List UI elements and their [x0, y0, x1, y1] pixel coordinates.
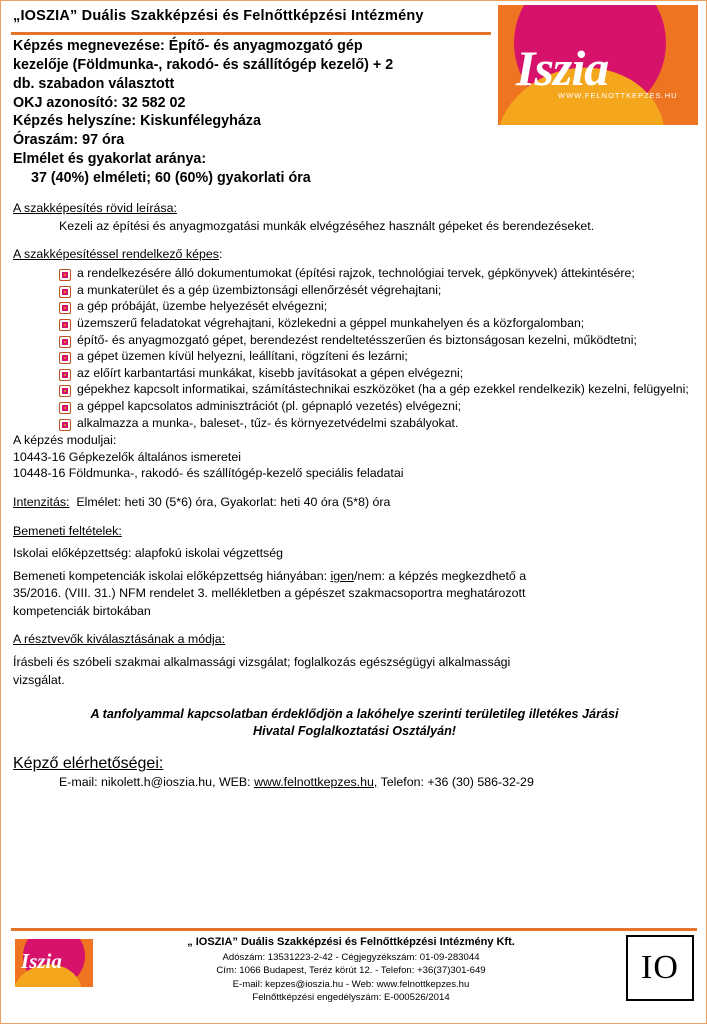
modules-section [13, 432, 696, 482]
entry-competences-line [13, 568, 696, 585]
competences-heading-text: A szakképesítéssel rendelkező képes [13, 247, 219, 262]
entry-competences-yes: igen [330, 568, 354, 583]
competences-heading-suffix: : [218, 247, 223, 262]
list-item: építő- és anyagmozgató gépet, berendezést rendeltetésszerűen és biztonságosan kezelni, működtetni; [59, 333, 692, 349]
course-name-line-1: Képzés megnevezése: Építő- és anyagmozgató gép [13, 38, 363, 54]
header-divider [11, 32, 491, 35]
contact-heading: Képző elérhetőségei: [13, 755, 164, 773]
intensity-section [13, 495, 696, 511]
list-item: alkalmazza a munka-, baleset-, tűz- és környezetvédelmi szabályokat. [59, 416, 692, 432]
entry-requirements-section [13, 524, 696, 620]
list-item: a gépet üzemen kívül helyezni, leállítani, rögzíteni és lezárni; [59, 349, 692, 365]
short-description-text: Kezeli az építési és anyagmozgatási munkák elvégzéséhez használt gépeket és berendezéseket. [59, 218, 595, 233]
list-item: az előírt karbantartási munkákat, kisebb javításokat a gépen elvégezni; [59, 366, 692, 382]
footer-tax-number: Adószám: 13531223-2-42 - Cégjegyzékszám: 01-09-283044 [222, 951, 480, 963]
footer-logo-wordmark [21, 949, 62, 974]
document-body [1, 37, 707, 789]
entry-competences-post: /nem: a képzés megkezdhető a [353, 568, 527, 583]
course-name-line-3: db. szabadon választott [13, 75, 175, 92]
course-name-line-2: kezelője (Földmunka-, rakodó- és szállítógép kezelő) + 2 [13, 56, 394, 73]
competences-section [13, 247, 696, 431]
selection-heading: A résztvevők kiválasztásának a módja: [13, 632, 226, 647]
list-item: a gép próbáját, üzembe helyezését elvégezni; [59, 299, 692, 315]
page-title: „IOSZIA” Duális Szakképzési és Felnőttképzési Intézmény [13, 8, 424, 24]
school-prerequisite: Iskolai előképzettség: alapfokú iskolai végzettség [13, 546, 283, 561]
contact-section [13, 755, 696, 789]
footer-company-name: „ IOSZIA” Duális Szakképzési és Felnőttképzési Intézmény Kft. [187, 936, 515, 948]
selection-section [13, 632, 696, 688]
theory-practice-heading: Elmélet és gyakorlat aránya: [13, 151, 207, 168]
contact-phone: Telefon: +36 (30) 586-32-29 [377, 775, 534, 790]
intensity-label: Intenzitás: [13, 494, 70, 509]
short-description-heading: A szakképesítés rövid leírása: [13, 200, 177, 215]
footer-logo-text: szia [29, 949, 62, 973]
notice-line-2: Hivatal Foglalkoztatási Osztályán! [253, 723, 456, 738]
document-footer [1, 931, 707, 1023]
io-badge [626, 935, 694, 1001]
logo-wordmark-text: szia [534, 40, 609, 96]
io-badge-text: IO [641, 949, 679, 986]
entry-competences-pre: Bemeneti kompetenciák iskolai előképzettség hiányában: [13, 568, 331, 583]
footer-logo-lead: I [21, 949, 30, 973]
contact-details [13, 775, 696, 789]
entry-competences-detail-1: 35/2016. (VIII. 31.) NFM rendelet 3. mellékletben a gépészet szakmacsoportra meghatározott [13, 586, 526, 601]
footer-licence: Felnőttképzési engedélyszám: E-000526/2014 [252, 992, 450, 1004]
list-item: a géppel kapcsolatos adminisztrációt (pl. gépnapló vezetés) elvégezni; [59, 399, 692, 415]
list-item: gépekhez kapcsolt informatikai, számítástechnikai eszközöket (ha a gép ezekkel rendelkezik) kezelni, felügyelni; [59, 382, 692, 398]
notice-block [13, 706, 696, 739]
footer-company-details [101, 935, 601, 1005]
intensity-text: Elmélet: heti 30 (5*6) óra, Gyakorlat: heti 40 óra (5*8) óra [76, 494, 391, 509]
modules-heading: A képzés moduljai: [13, 433, 117, 448]
course-title-block [13, 37, 485, 188]
list-item: a rendelkezésére álló dokumentumokat (építési rajzok, technológiai tervek, gépkönyvek) áttekintésére; [59, 266, 692, 282]
okj-id: OKJ azonosító: 32 582 02 [13, 94, 186, 111]
selection-text-2: vizsgálat. [13, 672, 65, 687]
footer-logo [15, 939, 93, 987]
logo-subtext: WWW.FELNOTTKEPZES.HU [558, 91, 678, 100]
entry-requirements-heading: Bemeneti feltételek: [13, 523, 122, 538]
course-location: Képzés helyszíne: Kiskunfélegyháza [13, 113, 261, 130]
theory-practice-ratio: 37 (40%) elméleti; 60 (60%) gyakorlati óra [31, 170, 311, 187]
contact-web-link[interactable]: www.felnottkepzes.hu, [254, 775, 378, 790]
logo-lead-letter: I [516, 40, 535, 96]
selection-text-1: Írásbeli és szóbeli szakmai alkalmassági vizsgálat; foglalkozás egészségügyi alkalmassági [13, 655, 511, 670]
list-item: üzemszerű feladatokat végrehajtani, közlekedni a géppel munkahelyen és a közforgalomban; [59, 316, 692, 332]
footer-address: Cím: 1066 Budapest, Teréz körút 12. - Telefon: +36(37)301-649 [216, 965, 486, 977]
entry-competences-detail-2: kompetenciák birtokában [13, 603, 151, 618]
list-item: a munkaterület és a gép üzembiztonsági ellenőrzését végrehajtani; [59, 283, 692, 299]
module-item: 10448-16 Földmunka-, rakodó- és szállítógép-kezelő speciális feladatai [13, 466, 404, 481]
footer-email: E-mail: kepzes@ioszia.hu - Web: www.felnottkepzes.hu [232, 978, 470, 990]
short-description-section [13, 201, 696, 234]
module-item: 10443-16 Gépkezelők általános ismeretei [13, 449, 241, 464]
contact-email-label: E-mail: nikolett.h@ioszia.hu, WEB: [59, 775, 255, 790]
competences-heading [13, 247, 696, 263]
notice-line-1: A tanfolyammal kapcsolatban érdeklődjön a lakóhelye szerinti területileg illetékes Járási [90, 707, 619, 722]
course-hours: Óraszám: 97 óra [13, 132, 125, 149]
competences-list [13, 266, 696, 431]
